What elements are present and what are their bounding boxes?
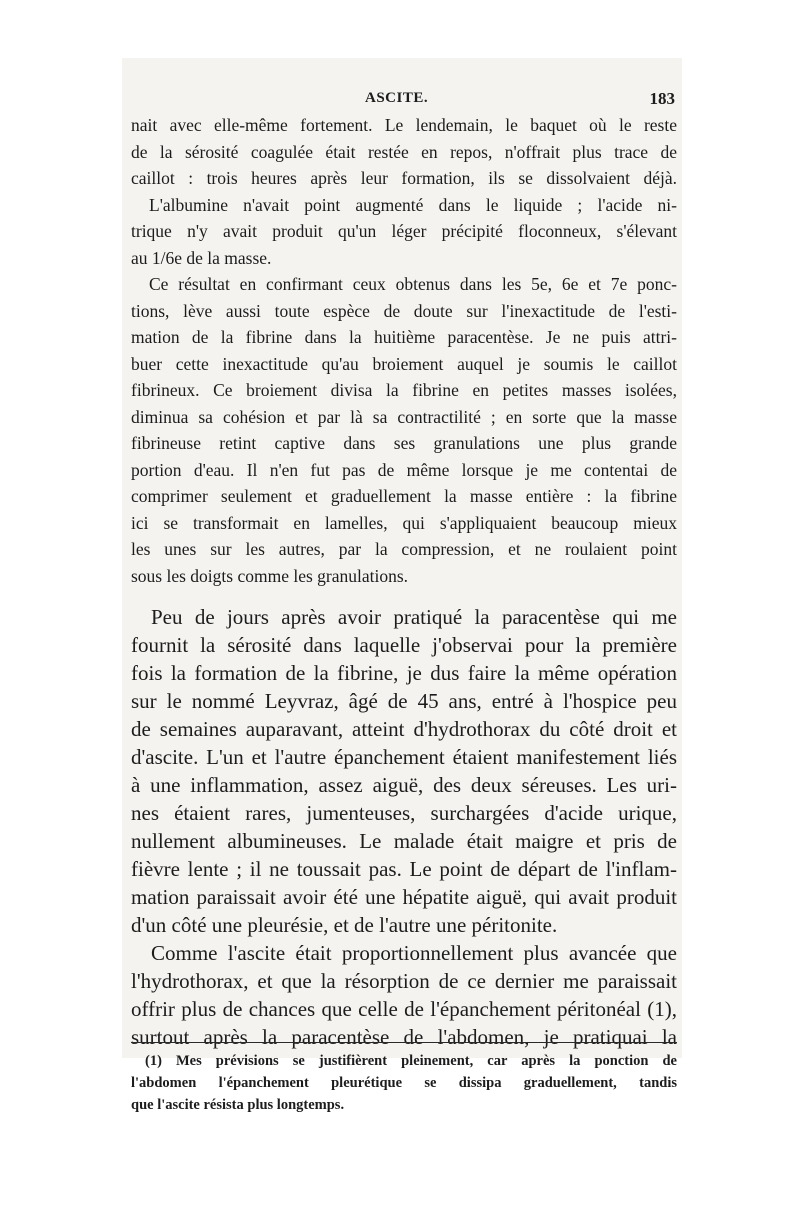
text-line: offrir plus de chances que celle de l'épanchement péritonéal (1), (131, 997, 677, 1021)
text-line: comprimer seulement et graduellement la masse entière : la fibrine (131, 486, 677, 506)
text-line: d'ascite. L'un et l'autre épanchement étaient manifestement liés (131, 745, 677, 769)
text-line: au 1/6e de la masse. (131, 247, 272, 268)
text-line: fois la formation de la fibrine, je dus faire la même opération (131, 661, 677, 685)
text-line: portion d'eau. Il n'en fut pas de même lorsque je me contentai de (131, 459, 677, 480)
text-line: Ce résultat en confirmant ceux obtenus dans les 5e, 6e et 7e ponc- (149, 274, 677, 294)
text-line: de la sérosité coagulée était restée en repos, n'offrait plus trace de (131, 141, 677, 162)
text-line: tions, lève aussi toute espèce de doute sur l'inexactitude de l'esti- (131, 300, 677, 321)
text-line: caillot : trois heures après leur formation, ils se dissolvaient déjà. (131, 168, 677, 188)
text-line: nes étaient rares, jumenteuses, surchargées d'acide urique, (131, 801, 677, 825)
text-line: à une inflammation, assez aiguë, des deux séreuses. Les uri- (131, 773, 677, 797)
text-line: Comme l'ascite était proportionnellement plus avancée que (151, 941, 677, 965)
page-number: 183 (649, 89, 675, 108)
text-line: diminua sa cohésion et par là sa contractilité ; en sorte que la masse (131, 406, 677, 427)
text-line: les unes sur les autres, par la compression, et ne roulaient point (131, 539, 677, 559)
body-text (131, 112, 677, 1051)
footnote-line: l'abdomen l'épanchement pleurétique se dissipa graduellement, tandis (131, 1075, 677, 1091)
text-line: d'un côté une pleurésie, et de l'autre une péritonite. (131, 913, 558, 937)
text-line: buer cette inexactitude qu'au broiement auquel je soumis le caillot (131, 353, 677, 374)
page-header (127, 84, 679, 110)
text-line: fièvre lente ; il ne toussait pas. Le point de départ de l'inflam- (131, 857, 677, 881)
text-line: sur le nommé Leyvraz, âgé de 45 ans, entré à l'hospice peu (131, 689, 677, 713)
text-line: trique n'y avait produit qu'un léger précipité floconneux, s'élevant (131, 221, 677, 241)
text-line: L'albumine n'avait point augmenté dans le liquide ; l'acide ni- (149, 194, 677, 215)
text-line: ici se transformait en lamelles, qui s'appliquaient beaucoup mieux (131, 512, 677, 533)
text-line: mation paraissait avoir été une hépatite aiguë, qui avait produit (131, 885, 677, 909)
footnote-line: (1) Mes prévisions se justifièrent pleinement, car après la ponction de (145, 1053, 677, 1069)
text-line: Peu de jours après avoir pratiqué la paracentèse qui me (151, 605, 677, 629)
footnote-line: que l'ascite résista plus longtemps. (131, 1097, 345, 1113)
footnote (131, 1050, 677, 1116)
text-line: nullement albumineuses. Le malade était maigre et pris de (131, 829, 677, 853)
text-line: fournit la sérosité dans laquelle j'observai pour la première (131, 633, 677, 657)
text-line: nait avec elle-même fortement. Le lendemain, le baquet où le reste (131, 115, 677, 135)
footnote-rule (131, 1042, 677, 1043)
running-title: ASCITE. (365, 90, 429, 106)
text-line: surtout après la paracentèse de l'abdomen, je pratiquai la (131, 1025, 677, 1049)
text-line: fibrineux. Ce broiement divisa la fibrine en petites masses isolées, (131, 380, 677, 400)
text-line: de semaines auparavant, atteint d'hydrothorax du côté droit et (131, 717, 677, 741)
text-line: mation de la fibrine dans la huitième paracentèse. Je ne puis attri- (131, 327, 677, 347)
small-type-section (131, 112, 677, 589)
section-gap (131, 589, 677, 603)
text-line: fibrineuse retint captive dans ses granulations une plus grande (131, 433, 677, 453)
large-type-section (131, 603, 677, 1051)
text-line: l'hydrothorax, et que la résorption de ce dernier me paraissait (131, 969, 677, 993)
text-line: sous les doigts comme les granulations. (131, 565, 409, 586)
